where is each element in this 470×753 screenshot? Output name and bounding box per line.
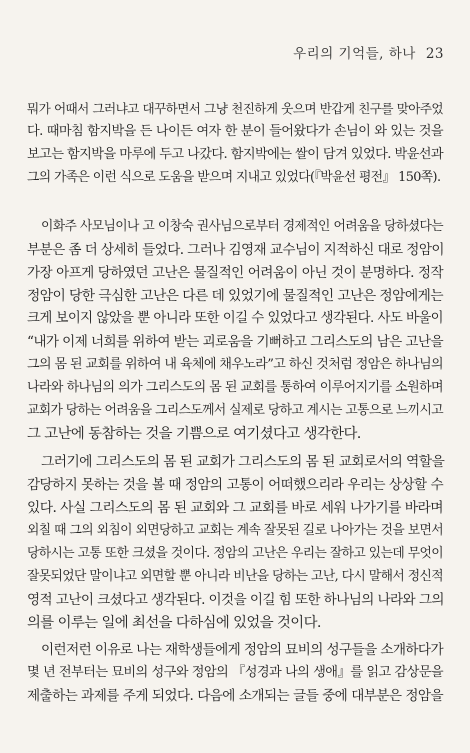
text-line: 의를 이루는 일에 최선을 다하심에 있었을 것이다. xyxy=(27,615,321,631)
section-title: 우리의 기억들, 하나 xyxy=(293,46,416,62)
text-line: 이화주 사모님이나 고 이창숙 권사님으로부터 경제적인 어려움을 당하셨다는 xyxy=(41,219,443,234)
text-line: 뭐가 어때서 그러냐고 대꾸하면서 그냥 천진하게 웃으며 반갑게 친구를 맞아주었 xyxy=(27,101,443,116)
text-line: 있다. 사실 그리스도의 몸 된 교회와 그 교회를 바로 세워 나가기를 바라며 xyxy=(27,500,443,516)
text-line: 그의 가족은 이런 식으로 도움을 받으며 지내고 있었다(『박윤선 평전』 150쪽). xyxy=(27,170,441,185)
text-line: 당하시는 고통 또한 크셨을 것이다. 정암의 고난은 우리는 잘하고 있는데 무엇이 xyxy=(27,546,443,561)
text-line: 부분은 좀 더 상세히 들었다. 그러나 김영재 교수님이 지적하신 대로 정암이 xyxy=(27,242,444,258)
text-line: 교회가 당하는 어려움을 그리스도께서 실제로 당하고 계시는 고통으로 느끼시고 xyxy=(27,403,443,418)
page-number: 23 xyxy=(425,46,444,62)
text-line: 영적 고난이 크셨다고 생각된다. 이것을 이길 힘 또한 하나님의 나라와 그의 xyxy=(27,592,444,608)
text-line: 가장 아프게 당하였던 고난은 물질적인 어려움이 아닌 것이 분명하다. 정작 xyxy=(27,265,443,281)
text-line: 감당하지 못하는 것을 볼 때 정암의 고통이 어떠했으리라 우리는 상상할 수 xyxy=(27,477,443,493)
text-line: “내가 이제 너희를 위하여 받는 괴로움을 기뻐하고 그리스도의 남은 고난을 xyxy=(27,334,443,350)
text-line: 외칠 때 그의 외침이 외면당하고 교회는 계속 잘못된 길로 나아가는 것을 보면서 xyxy=(27,523,443,538)
text-line: 이런저런 이유로 나는 재학생들에게 정암의 묘비의 성구들을 소개하다가 xyxy=(41,642,443,658)
text-line: 그 고난에 동참하는 것을 기쁨으로 여기셨다고 생각한다. xyxy=(27,426,361,442)
text-line: 그의 몸 된 교회를 위하여 내 육체에 채우노라”고 하신 것처럼 정암은 하나님의 xyxy=(27,357,443,372)
text-line: 나라와 하나님의 의가 그리스도의 몸 된 교회를 통하여 이루어지기를 소원하며 xyxy=(27,380,443,395)
running-header xyxy=(293,42,444,62)
text-line: 제출하는 과제를 주게 되었다. 다음에 소개되는 글들 중에 대부분은 정암을 xyxy=(27,688,443,704)
text-line: 크게 보이지 않았을 뿐 아니라 또한 이길 수 있었다고 생각된다. 사도 바울이 xyxy=(27,311,443,326)
text-line: 몇 년 전부터는 묘비의 성구와 정암의 『성경과 나의 생애』를 읽고 감상문을 xyxy=(27,665,443,680)
text-line: 보고는 함지박을 마루에 두고 나갔다. 함지박에는 쌀이 담겨 있었다. 박윤선과 xyxy=(27,147,443,162)
text-line: 다. 때마침 함지박을 든 나이든 여자 한 분이 들어왔다가 손님이 와 있는 것을 xyxy=(27,124,443,139)
text-line: 정암이 당한 극심한 고난은 다른 데 있었기에 물질적인 고난은 정암에게는 xyxy=(27,288,443,304)
text-line: 잘못되었단 말이냐고 외면할 뿐 아니라 비난을 당하는 고난, 다시 말해서 정신적 xyxy=(27,569,443,584)
text-line: 그러기에 그리스도의 몸 된 교회가 그리스도의 몸 된 교회로서의 역할을 xyxy=(41,454,445,470)
